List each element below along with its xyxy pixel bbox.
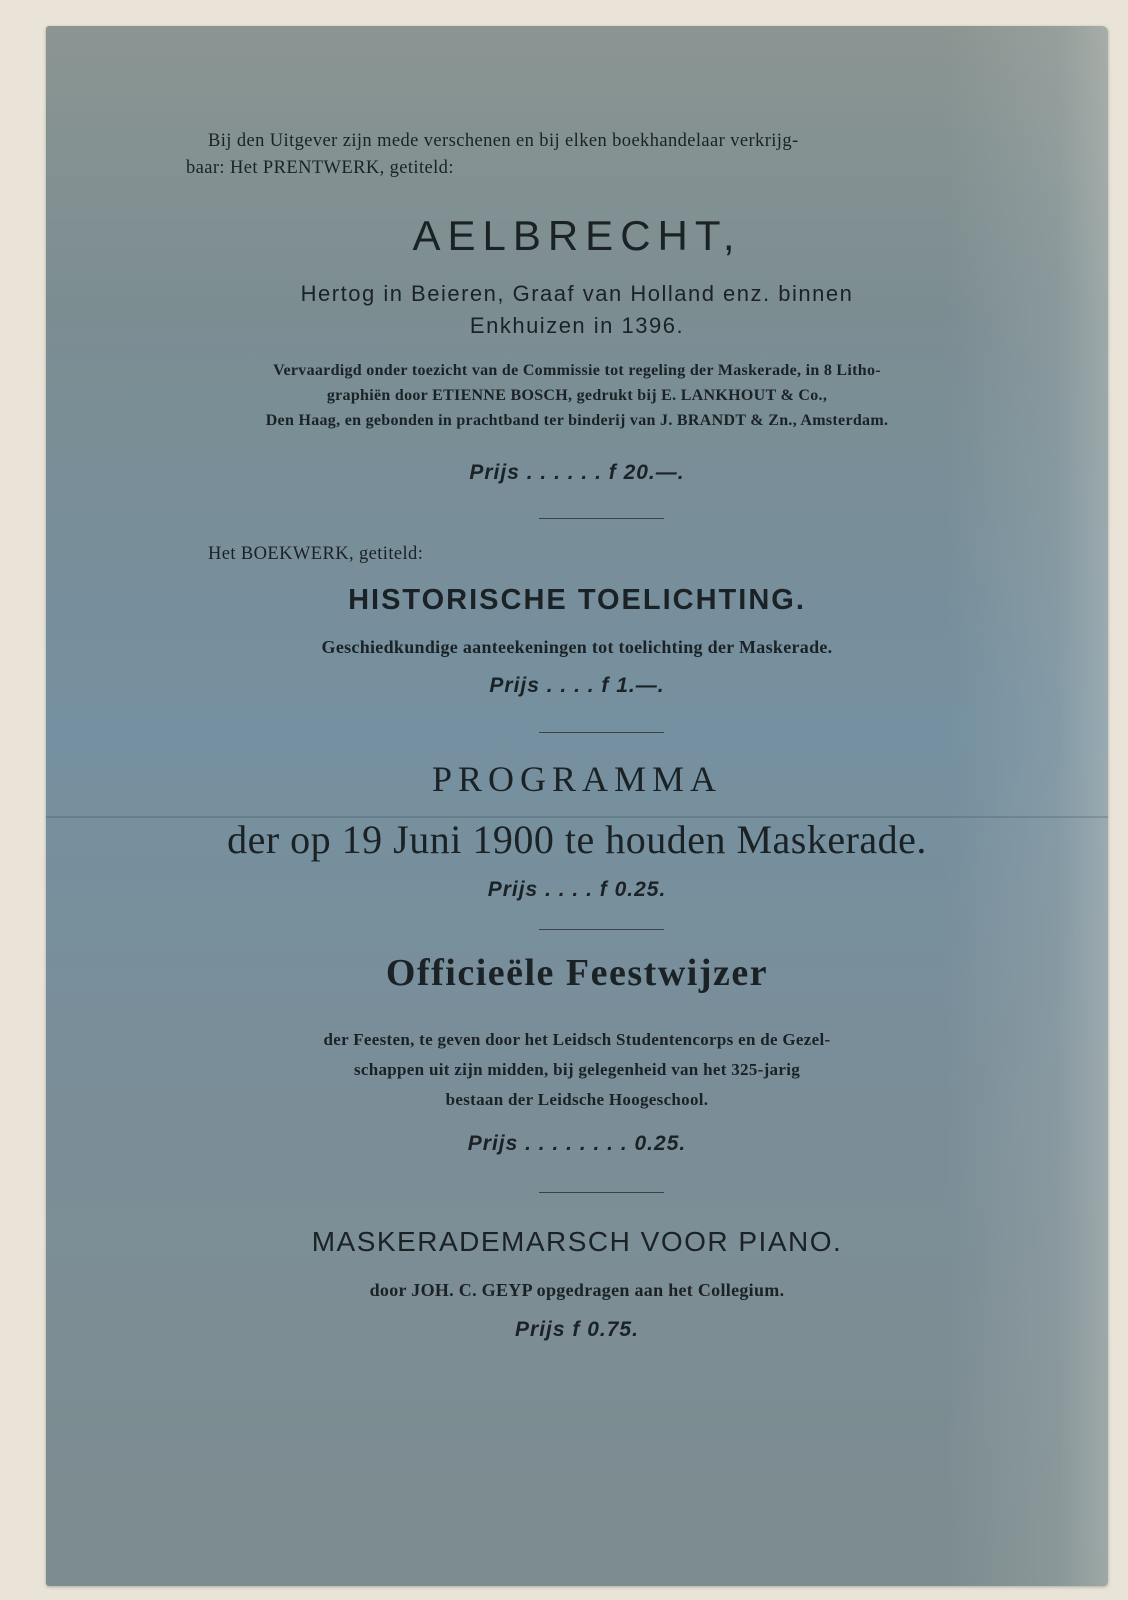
programma-price: Prijs . . . . f 0.25.	[487, 878, 667, 901]
aelbrecht-detail-line-3: Den Haag, en gebonden in prachtband ter binderij van J. BRANDT & Zn., Amsterdam.	[265, 412, 889, 429]
programma-title: PROGRAMMA	[431, 759, 723, 799]
intro-line-2: baar: Het PRENTWERK, getiteld:	[186, 158, 454, 178]
paper-sheet	[46, 26, 1108, 1586]
feestwijzer-detail-line-1: der Feesten, te geven door het Leidsch Studentencorps en de Gezel-	[323, 1030, 831, 1049]
programma-subtitle: der op 19 Juni 1900 te houden Maskerade.	[227, 817, 927, 862]
aelbrecht-subtitle-line-2: Enkhuizen in 1396.	[469, 313, 685, 338]
marsch-subtitle: door JOH. C. GEYP opgedragen aan het Collegium.	[369, 1280, 785, 1300]
aelbrecht-title: AELBRECHT,	[412, 212, 742, 259]
paper-discoloration	[946, 26, 1108, 1586]
boekwerk-title: HISTORISCHE TOELICHTING.	[348, 584, 806, 616]
marsch-title: MASKERADEMARSCH VOOR PIANO.	[311, 1226, 843, 1257]
aelbrecht-detail-line-1: Vervaardigd onder toezicht van de Commissie tot regeling der Maskerade, in 8 Litho-	[273, 362, 881, 379]
boekwerk-price: Prijs . . . . f 1.—.	[489, 674, 665, 697]
feestwijzer-detail-line-3: bestaan der Leidsche Hoogeschool.	[445, 1090, 709, 1109]
marsch-price: Prijs f 0.75.	[515, 1318, 639, 1341]
divider-3	[539, 929, 664, 930]
feestwijzer-detail-line-2: schappen uit zijn midden, bij gelegenheid van het 325-jarig	[353, 1060, 801, 1079]
boekwerk-intro: Het BOEKWERK, getiteld:	[208, 544, 424, 564]
aelbrecht-subtitle-line-1: Hertog in Beieren, Graaf van Holland enz. binnen	[300, 281, 854, 306]
intro-text	[186, 128, 986, 182]
feestwijzer-price: Prijs . . . . . . . . 0.25.	[467, 1132, 687, 1155]
divider-1	[539, 518, 664, 519]
divider-4	[539, 1192, 664, 1193]
feestwijzer-title: Officieële Feestwijzer	[385, 952, 769, 994]
boekwerk-subtitle: Geschiedkundige aanteekeningen tot toelichting der Maskerade.	[321, 637, 833, 657]
intro-line-1: Bij den Uitgever zijn mede verschenen en bij elken boekhandelaar verkrijg-	[208, 131, 799, 151]
aelbrecht-detail-line-2: graphiën door ETIENNE BOSCH, gedrukt bij E. LANKHOUT & Co.,	[326, 387, 828, 404]
divider-2	[539, 732, 664, 733]
aelbrecht-price: Prijs . . . . . . f 20.—.	[469, 461, 685, 484]
